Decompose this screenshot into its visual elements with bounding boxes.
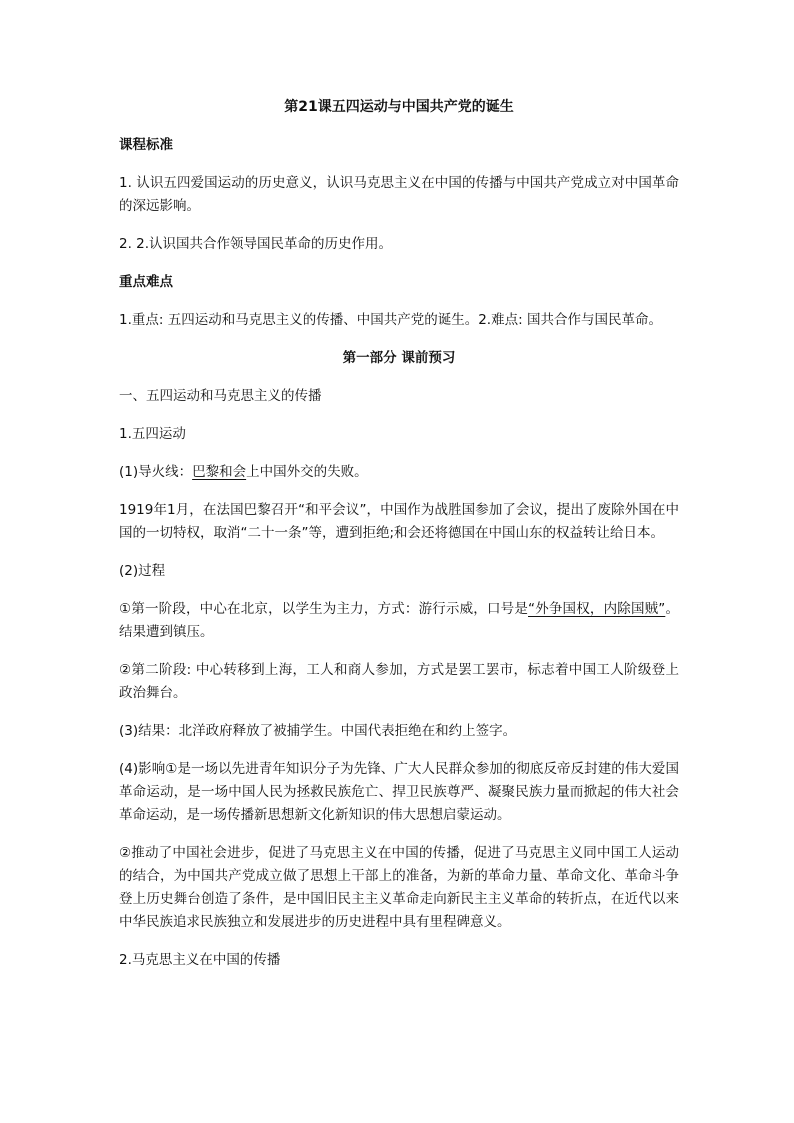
process-label: (2)过程 <box>119 563 166 579</box>
standard-item-2: 2. 2.认识国共合作领导国民革命的历史作用。 <box>119 236 393 252</box>
stage2-paragraph: ②第二阶段: 中心转移到上海，工人和商人参加，方式是罢工罢市，标志着中国工人阶级登上政治舞台。 <box>119 662 679 701</box>
document-content <box>119 96 679 987</box>
part1-title: 第一部分 课前预习 <box>342 350 456 366</box>
stage1-paragraph <box>119 598 679 644</box>
key-points-heading: 重点难点 <box>119 274 173 290</box>
sub-heading-marxism: 2.马克思主义在中国的传播 <box>119 952 281 968</box>
course-standard-heading: 课程标准 <box>119 137 173 153</box>
stage1-prefix: ①第一阶段，中心在北京，以学生为主力，方式：游行示威，口号是 <box>119 601 529 617</box>
fuse-paragraph <box>119 461 679 484</box>
fuse-prefix: (1)导火线： <box>119 464 193 480</box>
impact-paragraph-2: ②推动了中国社会进步，促进了马克思主义在中国的传播，促进了马克思主义同中国工人运动的结合，为中国共产党成立做了思想上干部上的准备，为新的革命力量、革命文化、革命斗争登上历史舞台创造了条件，是中国旧民主主义革命走向新民主主义革命的转折点，在近代以来中华民族追求民族独立和发展进步的历史进程中具有里程碑意义。 <box>119 845 679 930</box>
sub-heading-may-fourth: 1.五四运动 <box>119 426 186 442</box>
stage1-slogan: “外争国权，内除国贼” <box>528 601 666 617</box>
fuse-underlined-term: 巴黎和会 <box>192 464 247 480</box>
fuse-detail-paragraph: 1919年1月，在法国巴黎召开“和平会议”，中国作为战胜国参加了会议，提出了废除外国在中国的一切特权，取消“二十一条”等，遭到拒绝;和会还将德国在中国山东的权益转让给日本。 <box>119 502 679 541</box>
stage1-suffix: 。结果遭到镇压。 <box>119 601 679 640</box>
lesson-title: 第21课五四运动与中国共产党的诞生 <box>284 99 514 115</box>
fuse-suffix: 上中国外交的失败。 <box>246 464 368 480</box>
key-points-text: 1.重点: 五四运动和马克思主义的传播、中国共产党的诞生。2.难点: 国共合作与国民革命。 <box>119 312 662 328</box>
result-paragraph: (3)结果：北洋政府释放了被捕学生。中国代表拒绝在和约上签字。 <box>119 723 517 739</box>
section-1-heading: 一、五四运动和马克思主义的传播 <box>119 388 322 404</box>
impact-paragraph-1: (4)影响①是一场以先进青年知识分子为先锋、广大人民群众参加的彻底反帝反封建的伟大爱国革命运动，是一场中国人民为拯救民族危亡、捍卫民族尊严、凝聚民族力量而掀起的伟大社会革命运动，是一场传播新思想新文化新知识的伟大思想启蒙运动。 <box>119 761 679 823</box>
standard-item-1: 1. 认识五四爱国运动的历史意义，认识马克思主义在中国的传播与中国共产党成立对中国革命的深远影响。 <box>119 175 679 214</box>
